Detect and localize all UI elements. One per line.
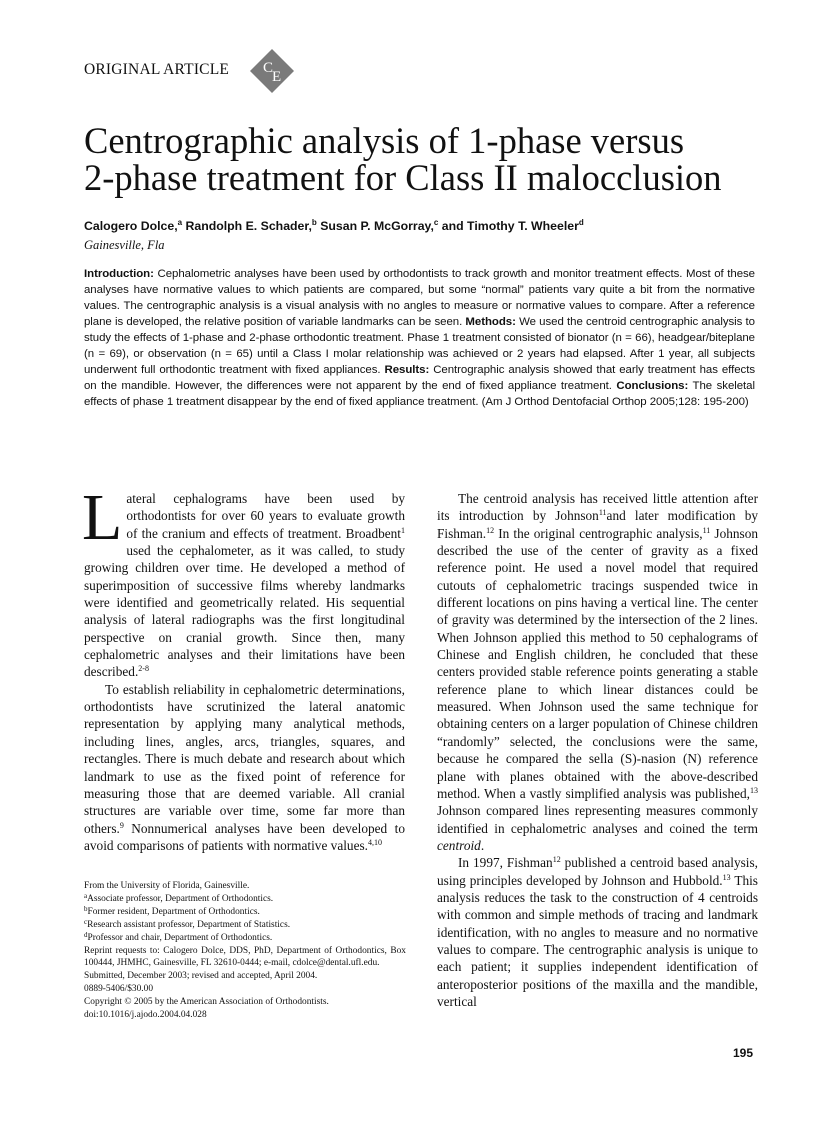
text-run: To establish reliability in cephalometric determinations, orthodontists have scrutinized the lateral anatomic representation by applying many analytical methods, including lines, angles, arcs, triangles, squares, and rectangles. There is much debate and research about which landmark to use as the fixed point of reference for measuring those that are deemed variable. All cranial structures are variable over time, some far more than others. <box>84 681 405 836</box>
reference-superscript: 1 <box>401 525 405 535</box>
text-run: The centroid analysis has received little attention after its introduction by Johnson <box>437 491 758 524</box>
reference-superscript: 11 <box>598 508 607 518</box>
abstract <box>84 266 755 410</box>
reference-superscript: 4,10 <box>367 837 382 847</box>
footnote-text: Submitted, December 2003; revised and accepted, April 2004. <box>84 971 318 982</box>
affiliation-marker: a <box>177 218 183 227</box>
author-location: Gainesville, Fla <box>84 238 165 252</box>
text-run: Nonnumerical analyses have been developed to avoid comparisons of patients with normative values. <box>84 820 405 853</box>
text-run: . <box>480 837 485 853</box>
svg-text:C: C <box>263 60 274 76</box>
footnote-text: Former resident, Department of Orthodontics. <box>87 906 260 917</box>
text-run: ateral cephalograms have been used by orthodontists for over 60 years to evaluate growth of the cranium and effects of treatment. Broadbent <box>126 491 405 541</box>
footnote-text: 0889-5406/$30.00 <box>84 984 154 995</box>
footnote <box>84 919 406 932</box>
footnote-marker: c <box>84 917 88 926</box>
footnote <box>84 945 406 971</box>
text-run: We used the centroid centrographic analysis to study the effects of 1-phase and 2-phase orthodontic treatment. Phase 1 treatment consisted of bionator (n = 66), headgear/biteplane (n = 69), or observation (n = 65) until a Class I molar relationship was achieved or 2 years had elapsed. After 1 year, all subjects underwent full orthodontic treatment with fixed appliances. <box>84 316 755 376</box>
drop-cap: L <box>82 481 123 554</box>
body-paragraph <box>437 854 758 1010</box>
footnote <box>84 996 406 1009</box>
reference-superscript: 12 <box>552 855 561 865</box>
body-column-right <box>437 490 758 1010</box>
section-heading: Methods: <box>465 316 516 328</box>
body-column-left <box>82 481 405 854</box>
title-line: Centrographic analysis of 1-phase versus <box>84 120 685 161</box>
text-run: Centrographic analysis showed that early treatment has effects on the mandible. However, the differences were not apparent by the end of fixed appliance treatment. <box>84 364 756 392</box>
reference-superscript: 13 <box>750 785 758 795</box>
text-run: and later modification by Fishman. <box>437 508 758 541</box>
title-line: 2-phase treatment for Class II malocclusion <box>84 157 722 198</box>
footnote <box>84 880 406 893</box>
affiliation-marker: d <box>578 218 584 227</box>
reference-superscript: 11 <box>702 525 711 535</box>
text-run: In the original centrographic analysis, <box>494 525 703 541</box>
footnote-marker: d <box>84 930 88 939</box>
footnote <box>84 1009 406 1022</box>
reference-superscript: 9 <box>119 820 124 830</box>
text-run: centroid <box>437 837 481 853</box>
author-name: Calogero Dolce, <box>84 219 178 233</box>
footnote-marker: b <box>84 904 88 913</box>
body-paragraph <box>84 681 405 854</box>
footnote-text: doi:10.1016/j.ajodo.2004.04.028 <box>84 1010 207 1021</box>
footnote-text: From the University of Florida, Gainesville. <box>84 881 250 891</box>
section-label: ORIGINAL ARTICLE <box>84 61 230 78</box>
text-run: In 1997, Fishman <box>458 855 553 871</box>
text-run: The skeletal effects of phase 1 treatment disappear by the end of fixed appliance treatment. (Am J Orthod Dentofacial Orthop 2005;128: 195-200) <box>84 380 755 408</box>
author-name: and Timothy T. Wheeler <box>438 219 579 233</box>
footnote-marker: a <box>84 891 88 900</box>
text-run: Cephalometric analyses have been used by orthodontists to track growth and monitor treatment effects. Most of these analyses have normative values to which patients are compared, but some “normal” patients vary quite a bit from the normative values. The centrographic analysis is a visual analysis with no angles to measure or normative values to compare. After a reference plane is developed, the relative position of variable landmarks can be seen. <box>84 268 755 328</box>
footnote-text: Associate professor, Department of Orthodontics. <box>87 893 274 904</box>
reference-superscript: 2-8 <box>138 664 149 674</box>
author-name: Randolph E. Schader, <box>182 219 312 233</box>
text-run: Johnson described the use of the center of gravity as a fixed reference point. He used a novel model that required cutouts of cephalometric tracings suspended twice in different locations on pins having a vertical line. The center of gravity was determined by the intersection of the 2 lines. When Johnson applied this method to 50 cephalograms of Chinese and English children, he concluded that these centers provided stable reference points generating a stable reference plane to which linear distances could be measured. When Johnson used the same technique for obtaining centers on a larger population of Chinese children “randomly” selected, the conclusions were the same, because he compared the sella (S)-nasion (N) reference plane with planes obtained with the above-described method. When a vastly simplified analysis was published, <box>437 525 758 801</box>
footnote <box>84 970 406 983</box>
affiliation-marker: b <box>311 218 317 227</box>
footnotes <box>84 880 406 1022</box>
text-run: Johnson compared lines representing measures commonly identified in cephalometric analyses and coined the term <box>437 803 758 836</box>
section-heading: Conclusions: <box>616 380 689 392</box>
affiliation-marker: c <box>433 218 439 227</box>
text-run: published a centroid based analysis, using principles developed by Johnson and Hubbold. <box>437 855 759 888</box>
footnote <box>84 906 406 919</box>
footnote-text: Copyright © 2005 by the American Association of Orthodontists. <box>84 997 329 1008</box>
text-run: This analysis reduces the task to the construction of 4 centroids with common and simple methods of tracing and landmark identification, with no angles to measure and no normative values to compare. The centrographic analysis is unique to each patient; it supplies independent identification of anteroposterior positions of the maxilla and the mandible, vertical <box>437 872 758 1009</box>
footnote <box>84 893 406 906</box>
author-name: Susan P. McGorray, <box>316 219 434 233</box>
footnote-text: Professor and chair, Department of Orthodontics. <box>87 932 273 943</box>
footnote-text: Research assistant professor, Department of Statistics. <box>87 919 291 930</box>
reference-superscript: 13 <box>722 872 731 882</box>
section-heading: Results: <box>384 364 430 376</box>
page-number: 195 <box>733 1046 754 1060</box>
body-paragraph <box>437 490 758 854</box>
section-heading: Introduction: <box>84 268 154 280</box>
author-list <box>84 219 584 233</box>
reference-superscript: 12 <box>486 525 495 535</box>
footnote <box>84 932 406 945</box>
svg-text:E: E <box>272 69 282 85</box>
ce-logo <box>250 49 294 93</box>
footnote <box>84 983 406 996</box>
body-paragraph <box>82 481 405 681</box>
article-title <box>84 122 784 196</box>
text-run: used the cephalometer, as it was called, to study growing children over time. He developed a method of superimposition of successive films whereby landmarks were identified and geometrically related. His sequential analysis of lateral radiographs was the first longitudinal perspective on cranial growth. Since then, many cephalometric analyses and their limitations have been described. <box>84 543 405 680</box>
footnote-text: Reprint requests to: Calogero Dolce, DDS, PhD, Department of Orthodontics, Box 100444, JHMHC, Gainesville, FL 32610-0444; e-mail, cdolce@dental.ufl.edu. <box>84 945 406 969</box>
